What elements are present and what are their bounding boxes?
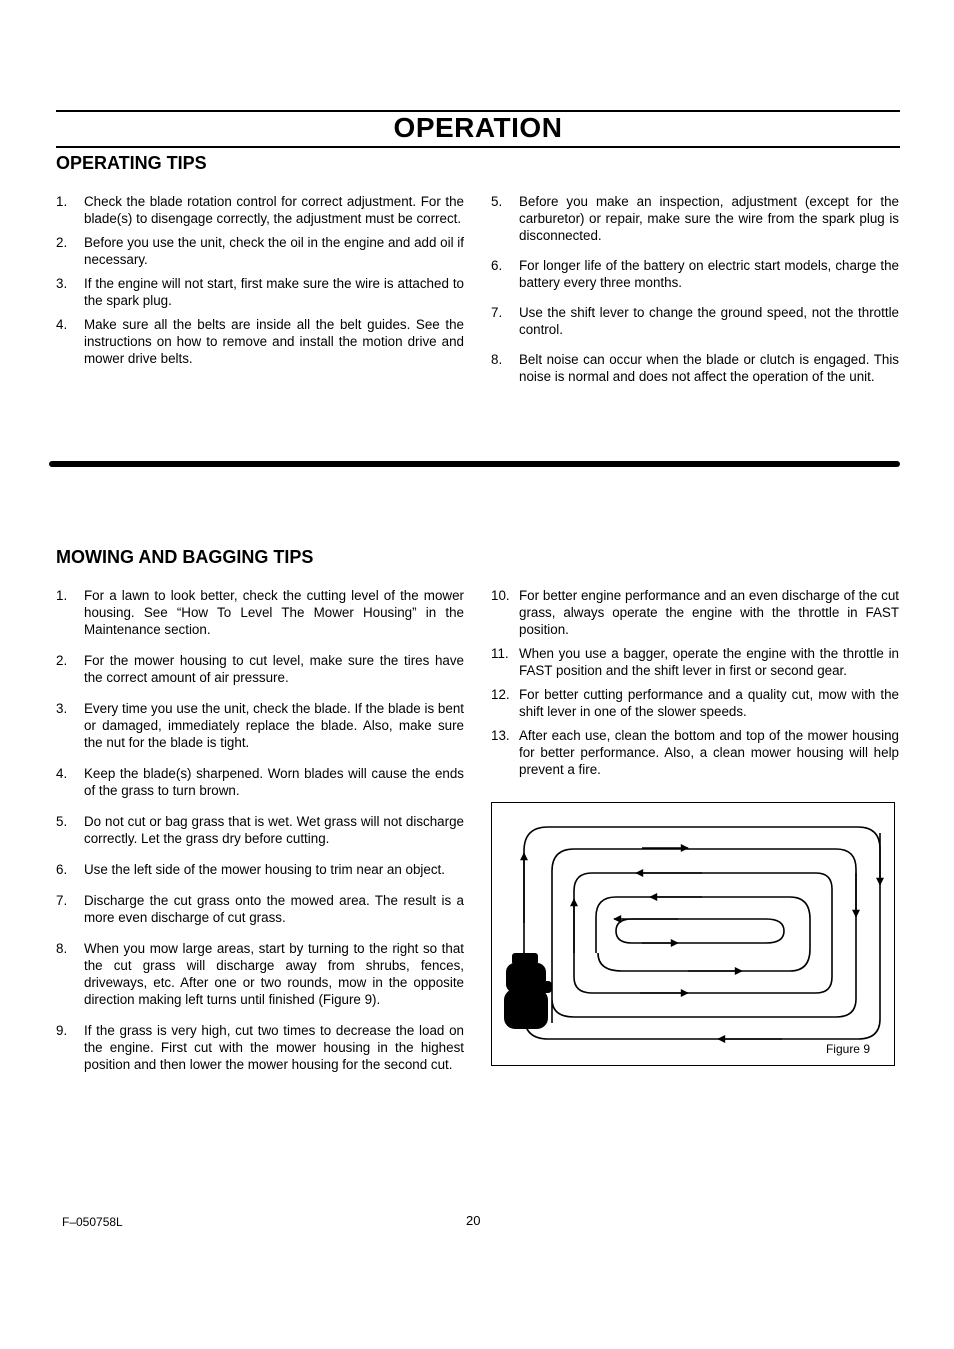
item-text: For better engine performance and an even discharge of the cut grass, always operate the engine with the throttle in FAST position. [519,588,899,637]
mowing-path-center [616,919,784,943]
item-text: Keep the blade(s) sharpened. Worn blades will cause the ends of the grass to turn brown. [84,766,464,798]
item-number: 4. [56,317,68,332]
item-text: Use the left side of the mower housing to trim near an object. [84,862,445,877]
list-item [56,234,464,268]
figure-caption: Figure 9 [825,1042,870,1056]
item-number: 5. [491,194,503,209]
item-text: Make sure all the belts are inside all the belt guides. See the instructions on how to remove and install the motion drive and mower drive belts. [84,317,464,366]
list-item [491,351,899,385]
list-item [56,1022,464,1073]
item-text: If the grass is very high, cut two times to decrease the load on the engine. First cut with the mower housing in the highest position and then lower the mower housing for the second cut. [84,1023,464,1072]
list-item [491,686,899,720]
item-number: 1. [56,194,68,209]
item-text: If the engine will not start, first make sure the wire is attached to the spark plug. [84,276,464,308]
mowing-path-inner [596,897,810,971]
list-item [56,700,464,751]
item-text: After each use, clean the bottom and top of the mower housing for better performance. Also, a clean mower housing will help prevent a fire. [519,728,899,777]
item-number: 10. [491,588,510,603]
section-divider [49,461,900,467]
list-item [56,587,464,638]
item-number: 13. [491,728,510,743]
list-item [491,587,899,638]
list-item [56,193,464,227]
item-text: Use the shift lever to change the ground speed, not the throttle control. [519,305,899,337]
title-rule-bottom [56,146,900,148]
mowing-tips-left-column [56,587,464,1073]
item-number: 4. [56,766,68,781]
item-text: For a lawn to look better, check the cutting level of the mower housing. See “How To Level The Mower Housing” in the Maintenance section. [84,588,464,637]
item-text: Every time you use the unit, check the blade. If the blade is bent or damaged, immediately replace the blade. Also, make sure the nut for the blade is tight. [84,701,464,750]
item-text: For longer life of the battery on electric start models, charge the battery every three months. [519,258,899,290]
item-number: 6. [491,258,503,273]
item-number: 7. [56,893,68,908]
list-item [491,304,899,338]
list-item [56,765,464,799]
operating-tips-heading: OPERATING TIPS [56,153,207,173]
list-item [56,652,464,686]
item-number: 2. [56,235,68,250]
list-item [491,727,899,778]
document-code: F–050758L [62,1215,123,1229]
item-text: Belt noise can occur when the blade or clutch is engaged. This noise is normal and does not affect the operation of the unit. [519,352,899,384]
item-text: For the mower housing to cut level, make sure the tires have the correct amount of air pressure. [84,653,464,685]
mower-icon [504,953,552,1029]
mowing-path-outer [524,827,880,1039]
list-item [491,257,899,291]
item-number: 2. [56,653,68,668]
mowing-tips-right-column [491,587,899,778]
mowing-pattern-figure [491,802,895,1066]
item-number: 3. [56,701,68,716]
item-number: 8. [491,352,503,367]
page-title: OPERATION [393,112,563,143]
mowing-path-diagram [492,803,896,1067]
item-number: 5. [56,814,68,829]
list-item [491,193,899,244]
item-text: When you use a bagger, operate the engine with the throttle in FAST position and the shift lever in first or second gear. [519,646,899,678]
operating-tips-left-column [56,193,464,367]
list-item [56,275,464,309]
item-text: Do not cut or bag grass that is wet. Wet grass will not discharge correctly. Let the grass dry before cutting. [84,814,464,846]
list-item [56,813,464,847]
item-number: 7. [491,305,503,320]
mowing-path-third [574,873,832,993]
item-text: Before you make an inspection, adjustment (except for the carburetor) or repair, make sure the wire from the spark plug is disconnected. [519,194,899,243]
list-item [491,645,899,679]
page-number: 20 [466,1213,481,1228]
item-number: 8. [56,941,68,956]
list-item [56,861,464,878]
item-text: For better cutting performance and a quality cut, mow with the shift lever in one of the slower speeds. [519,687,899,719]
item-text: When you mow large areas, start by turning to the right so that the cut grass will discharge away from shrubs, fences, driveways, etc. After one or two rounds, mow in the opposite direction making left turns until finished (Figure 9). [84,941,464,1007]
item-number: 11. [491,646,509,661]
item-number: 12. [491,687,510,702]
mowing-tips-heading: MOWING AND BAGGING TIPS [56,547,314,567]
operating-tips-right-column [491,193,899,385]
item-number: 3. [56,276,68,291]
item-text: Check the blade rotation control for correct adjustment. For the blade(s) to disengage correctly, the adjustment must be correct. [84,194,464,226]
item-number: 9. [56,1023,68,1038]
list-item [56,316,464,367]
item-text: Before you use the unit, check the oil in the engine and add oil if necessary. [84,235,464,267]
item-text: Discharge the cut grass onto the mowed area. The result is a more even discharge of cut grass. [84,893,464,925]
item-number: 6. [56,862,68,877]
list-item [56,892,464,926]
item-number: 1. [56,588,68,603]
list-item [56,940,464,1008]
